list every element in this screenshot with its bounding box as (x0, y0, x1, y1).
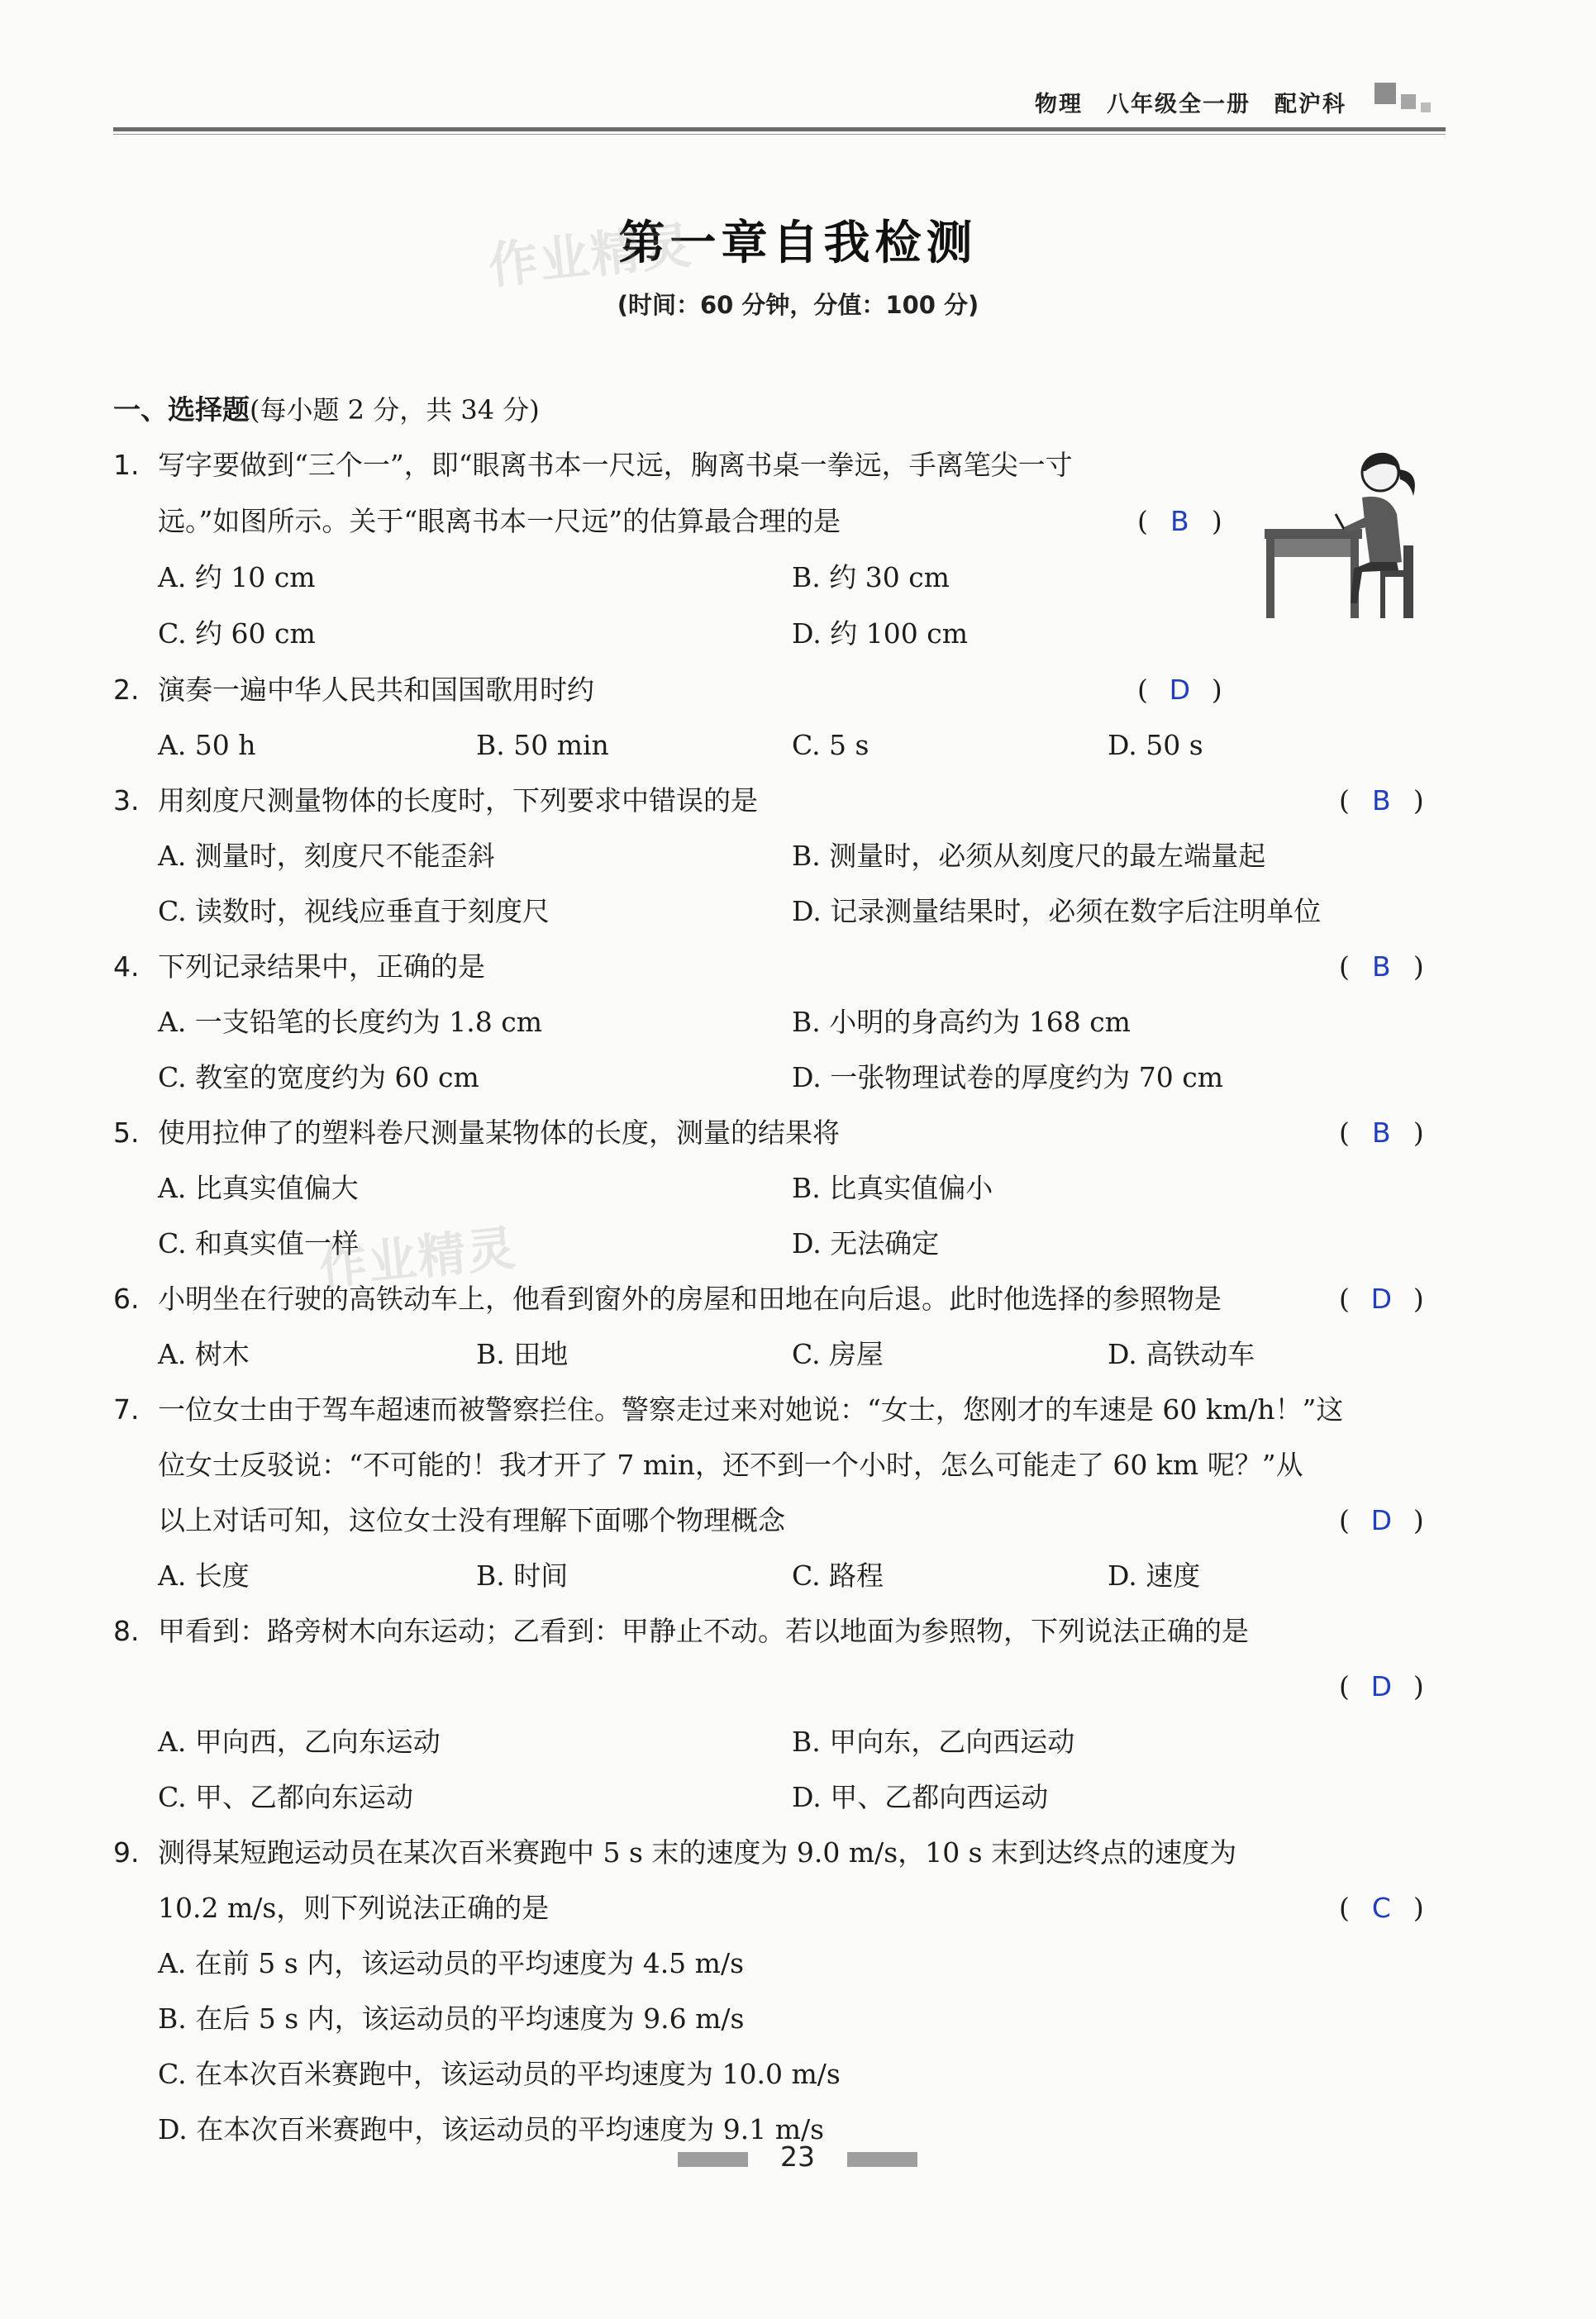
answer-letter: B (1372, 1117, 1391, 1149)
question-5-answer: ( B ) (1339, 1115, 1424, 1151)
question-6-option-c: C. 房屋 (792, 1338, 884, 1370)
answer-letter: B (1170, 505, 1189, 537)
question-4-option-a: A. 一支铅笔的长度约为 1.8 cm (158, 1006, 543, 1038)
header-rule-thin (113, 134, 1446, 135)
footer-bar-right (847, 2152, 917, 2167)
question-8-number: 8. (113, 1615, 140, 1647)
question-8-option-c: C. 甲、乙都向东运动 (158, 1781, 414, 1813)
question-4-text: 下列记录结果中，正确的是 (158, 950, 485, 983)
page-subtitle: (时间：60 分钟，分值：100 分) (617, 291, 979, 319)
question-7-text: 一位女士由于驾车超速而被警察拦住。警察走过来对她说：“女士，您刚才的车速是 60 km/h！”这 (158, 1393, 1344, 1426)
question-5-option-a: A. 比真实值偏大 (158, 1172, 359, 1204)
page-number: 23 (780, 2140, 815, 2173)
question-7-option-a: A. 长度 (158, 1559, 250, 1592)
question-3-option-c: C. 读数时，视线应垂直于刻度尺 (158, 895, 550, 927)
question-8-option-a: A. 甲向西，乙向东运动 (158, 1726, 441, 1758)
watermark-top: 作业精灵 (485, 217, 696, 296)
answer-letter: B (1372, 950, 1391, 983)
question-2-text: 演奏一遍中华人民共和国国歌用时约 (158, 674, 594, 706)
question-7-text: 以上对话可知，这位女士没有理解下面哪个物理概念 (158, 1504, 785, 1536)
question-6-number: 6. (113, 1283, 140, 1315)
question-3-option-b: B. 测量时，必须从刻度尺的最左端量起 (792, 840, 1266, 872)
answer-letter: D (1370, 1283, 1393, 1315)
question-3-option-d: D. 记录测量结果时，必须在数字后注明单位 (792, 895, 1322, 927)
question-1-number: 1. (113, 449, 140, 481)
question-1-option-b: B. 约 30 cm (792, 561, 950, 593)
watermark-middle: 作业精灵 (316, 1219, 520, 1297)
question-4-answer: ( B ) (1339, 949, 1424, 985)
question-3-number: 3. (113, 784, 140, 817)
question-1-answer: ( B ) (1137, 503, 1222, 540)
question-3-text: 用刻度尺测量物体的长度时，下列要求中错误的是 (158, 784, 758, 817)
page-footer (0, 2140, 1596, 2182)
question-6-option-a: A. 树木 (158, 1338, 250, 1370)
question-4-number: 4. (113, 950, 140, 983)
question-8-option-b: B. 甲向东，乙向西运动 (792, 1726, 1075, 1758)
question-1-text: 写字要做到“三个一”，即“眼离书本一尺远，胸离书桌一拳远，手离笔尖一寸 (158, 449, 1073, 481)
question-7-number: 7. (113, 1393, 140, 1426)
question-8-answer: ( D ) (1339, 1669, 1424, 1705)
question-7-answer: ( D ) (1339, 1502, 1424, 1539)
question-3-answer: ( B ) (1339, 783, 1424, 819)
question-9-text: 测得某短跑运动员在某次百米赛跑中 5 s 末的速度为 9.0 m/s，10 s 末到达终点的速度为 (158, 1836, 1237, 1869)
question-7-option-b: B. 时间 (476, 1559, 569, 1592)
question-4-option-b: B. 小明的身高约为 168 cm (792, 1006, 1131, 1038)
section-label: 一、选择题 (113, 393, 250, 426)
question-9-number: 9. (113, 1836, 140, 1869)
question-6-option-b: B. 田地 (476, 1338, 569, 1370)
question-5-number: 5. (113, 1117, 140, 1149)
question-7-text: 位女士反驳说：“不可能的！我才开了 7 min，还不到一个小时，怎么可能走了 60 km 呢？”从 (158, 1449, 1303, 1481)
question-2-option-c: C. 5 s (792, 729, 869, 761)
question-9-text: 10.2 m/s，则下列说法正确的是 (158, 1892, 550, 1924)
question-1-option-a: A. 约 10 cm (158, 561, 316, 593)
question-1-option-d: D. 约 100 cm (792, 617, 969, 650)
footer-bar-left (678, 2152, 748, 2167)
question-9-option-c: C. 在本次百米赛跑中，该运动员的平均速度为 10.0 m/s (158, 2058, 841, 2090)
question-4-option-d: D. 一张物理试卷的厚度约为 70 cm (792, 1061, 1224, 1093)
answer-letter: D (1370, 1504, 1393, 1536)
question-1-text: 远。”如图所示。关于“眼离书本一尺远”的估算最合理的是 (158, 505, 841, 537)
girl-writing-illustration (1265, 446, 1446, 621)
question-9-option-a: A. 在前 5 s 内，该运动员的平均速度为 4.5 m/s (158, 1947, 745, 1979)
question-1-option-c: C. 约 60 cm (158, 617, 316, 650)
question-6-text: 小明坐在行驶的高铁动车上，他看到窗外的房屋和田地在向后退。此时他选择的参照物是 (158, 1283, 1222, 1315)
question-4-option-c: C. 教室的宽度约为 60 cm (158, 1061, 479, 1093)
question-9-answer: ( C ) (1339, 1890, 1424, 1926)
answer-letter: D (1169, 674, 1191, 706)
question-3-option-a: A. 测量时，刻度尺不能歪斜 (158, 840, 495, 872)
question-2-option-d: D. 50 s (1108, 729, 1203, 761)
question-2-option-b: B. 50 min (476, 729, 609, 761)
page-title: 第一章自我检测 (618, 217, 978, 270)
question-6-answer: ( D ) (1339, 1281, 1424, 1317)
question-5-text: 使用拉伸了的塑料卷尺测量某物体的长度，测量的结果将 (158, 1117, 840, 1149)
question-8-option-d: D. 甲、乙都向西运动 (792, 1781, 1049, 1813)
section-note: (每小题 2 分，共 34 分) (250, 394, 540, 426)
header-text: 物理 八年级全一册 配沪科 (1035, 92, 1346, 117)
question-2-option-a: A. 50 h (158, 729, 256, 761)
question-5-option-b: B. 比真实值偏小 (792, 1172, 993, 1204)
answer-letter: B (1372, 784, 1391, 817)
question-7-option-d: D. 速度 (1108, 1559, 1201, 1592)
question-2-number: 2. (113, 674, 140, 706)
question-9-option-d: D. 在本次百米赛跑中，该运动员的平均速度为 9.1 m/s (158, 2113, 825, 2145)
section-heading (113, 388, 540, 427)
question-6-option-d: D. 高铁动车 (1108, 1338, 1255, 1370)
question-5-option-c: C. 和真实值一样 (158, 1227, 360, 1259)
question-8-text: 甲看到：路旁树木向东运动；乙看到：甲静止不动。若以地面为参照物，下列说法正确的是 (158, 1615, 1249, 1647)
question-7-option-c: C. 路程 (792, 1559, 884, 1592)
question-9-option-b: B. 在后 5 s 内，该运动员的平均速度为 9.6 m/s (158, 2002, 745, 2035)
question-2-answer: ( D ) (1137, 672, 1222, 708)
header-rule (113, 127, 1446, 131)
answer-letter: C (1371, 1892, 1391, 1924)
question-5-option-d: D. 无法确定 (792, 1227, 940, 1259)
header-decoration (1363, 83, 1446, 119)
answer-letter: D (1370, 1670, 1393, 1702)
page-header (113, 83, 1446, 132)
